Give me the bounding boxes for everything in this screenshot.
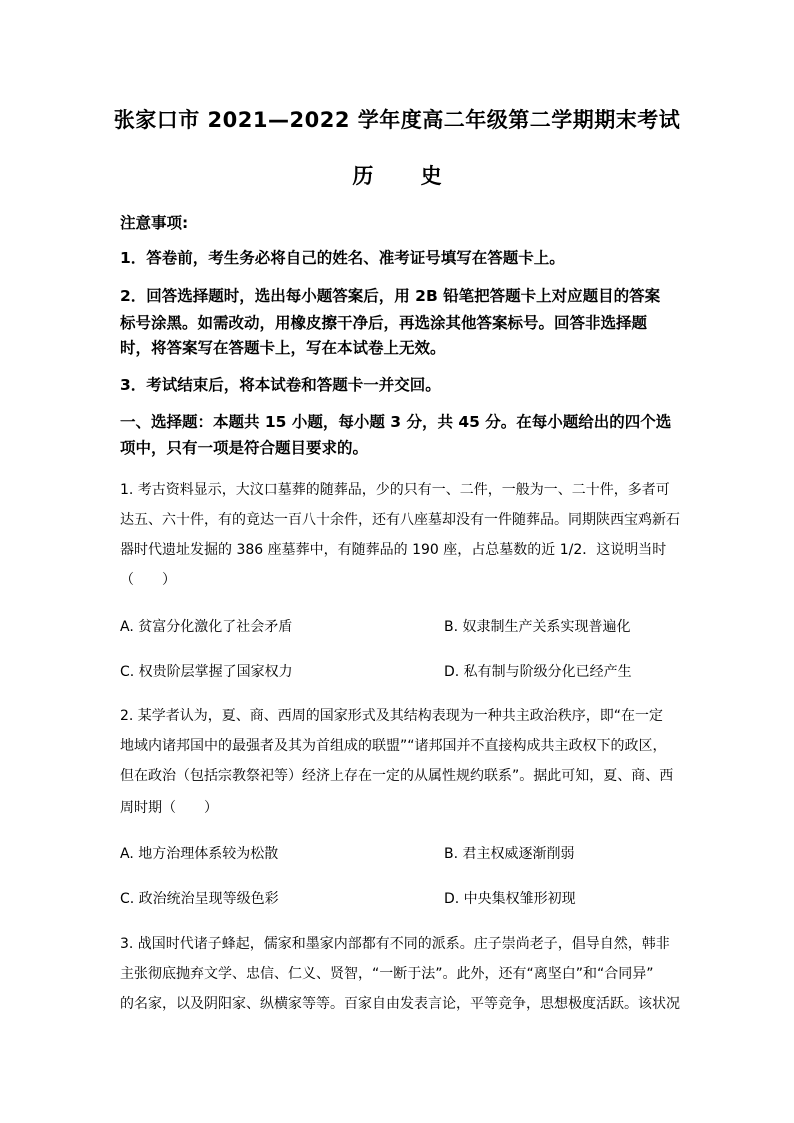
notice-item: 2．回答选择题时，选出每小题答案后，用 2B 铅笔把答题卡上对应题目的答案	[120, 287, 661, 305]
question-2-text: 但在政治（包括宗教祭祀等）经济上存在一定的从属性规约联系”。据此可知，夏、商、西	[120, 768, 674, 784]
question-2-option-d: D. 中央集权雏形初现	[444, 891, 576, 907]
question-1-option-b: B. 奴隶制生产关系实现普遍化	[444, 619, 631, 635]
question-1-text: 器时代遗址发掘的 386 座墓葬中，有随葬品的 190 座，占总墓数的近 1/2．这说明当时	[120, 542, 667, 558]
question-3-text: 3. 战国时代诸子蜂起，儒家和墨家内部都有不同的派系。庄子崇尚老子，倡导自然，韩非	[120, 936, 670, 952]
notice-heading: 注意事项:	[120, 214, 189, 232]
section-instruction: 一、选择题：本题共 15 小题，每小题 3 分，共 45 分。在每小题给出的四个选	[120, 413, 672, 431]
question-1-option-a: A. 贫富分化激化了社会矛盾	[120, 619, 293, 635]
question-1-option-d: D. 私有制与阶级分化已经产生	[444, 664, 632, 680]
section-instruction: 项中，只有一项是符合题目要求的。	[120, 439, 369, 457]
notice-item: 3．考试结束后，将本试卷和答题卡一并交回。	[120, 376, 441, 394]
question-3-text: 的名家，以及阴阳家、纵横家等等。百家自由发表言论，平等竞争，思想极度活跃。该状况	[120, 996, 680, 1012]
question-3-text: 主张彻底抛弃文学、忠信、仁义、贤智，“一断于法”。此外，还有“离坚白”和“合同异”	[120, 966, 654, 982]
question-1-option-c: C. 权贵阶层掌握了国家权力	[120, 664, 293, 680]
question-1-text: 达五、六十件，有的竟达一百八十余件，还有八座墓却没有一件随葬品。同期陕西宝鸡新石	[120, 512, 680, 528]
question-2-option-c: C. 政治统治呈现等级色彩	[120, 891, 279, 907]
question-2-option-b: B. 君主权威逐渐削弱	[444, 846, 575, 862]
notice-item: 1．答卷前，考生务必将自己的姓名、准考证号填写在答题卡上。	[120, 249, 565, 267]
question-2-text: 周时期（ ）	[120, 800, 218, 816]
question-2-text: 地域内诸邦国中的最强者及其为首组成的联盟”“诸邦国并不直接构成共主政权下的政区，	[120, 738, 667, 754]
notice-item: 标号涂黑。如需改动，用橡皮擦干净后，再选涂其他答案标号。回答非选择题	[120, 314, 648, 332]
question-1-blank: （ ）	[120, 572, 176, 588]
question-2-option-a: A. 地方治理体系较为松散	[120, 846, 279, 862]
notice-item: 时，将答案写在答题卡上，写在本试卷上无效。	[120, 339, 446, 357]
question-2-text: 2. 某学者认为，夏、商、西周的国家形式及其结构表现为一种共主政治秩序，即“在一定	[120, 708, 664, 724]
subject-title: 历 史	[352, 164, 462, 188]
exam-title: 张家口市 2021—2022 学年度高二年级第二学期期末考试	[113, 108, 681, 132]
question-1-text: 1. 考古资料显示，大汶口墓葬的随葬品，少的只有一、二件，一般为一、二十件，多者可	[120, 482, 670, 498]
